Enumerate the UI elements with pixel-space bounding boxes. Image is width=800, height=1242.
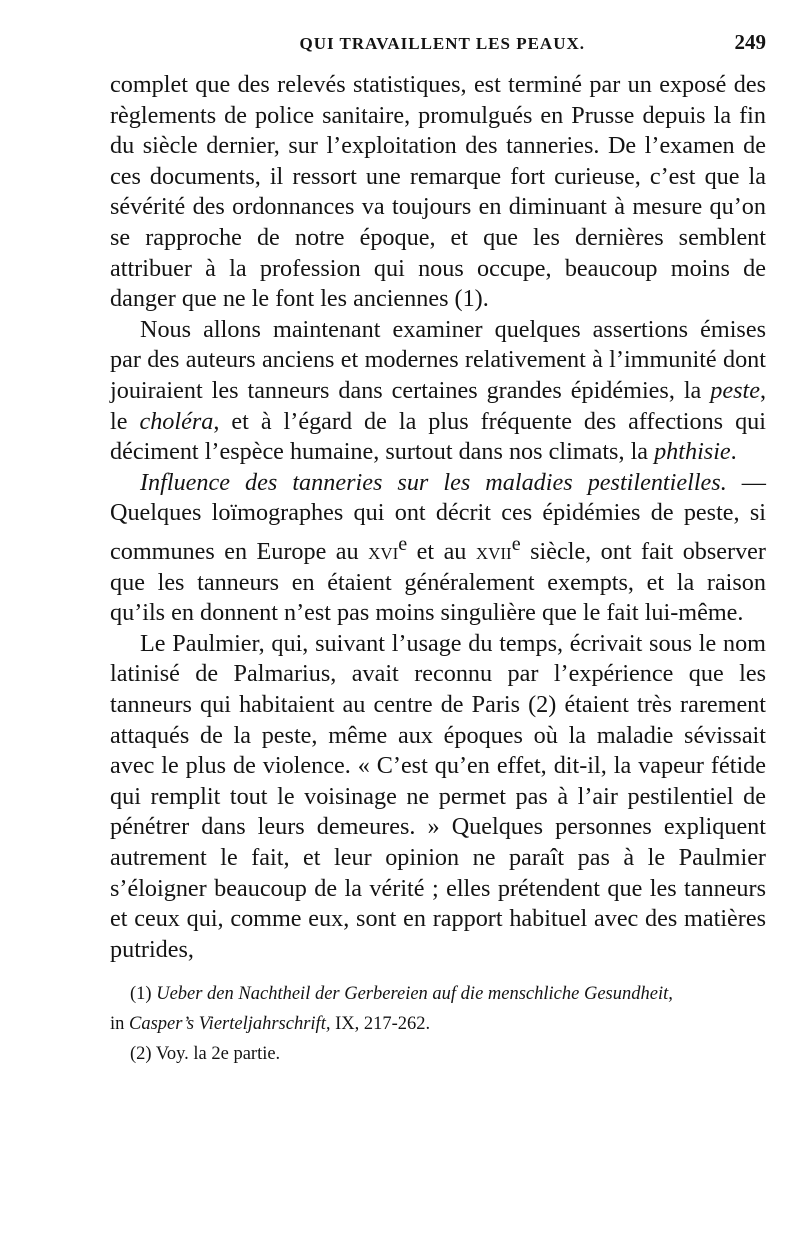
italic-phthisie: phthisie [654,438,731,466]
footnote-number: (1) [130,984,157,1005]
footnote-journal: Casper’s Vierteljahrschrift, [129,1014,331,1035]
text-span: , et à l’égard de la plus fréquente des affections qui déciment l’espèce humaine, surtout dans nos climats, la [110,407,766,466]
text-span: siècle, ont fait observer que les tanneurs en étaient généralement exempts, et la raison qu’ils en donnent n’est pas moins singulière que le fait lui-même. [110,537,766,627]
page-header [110,30,766,70]
footnote-ref: IX, 217-262. [330,1014,431,1035]
text-span: in [110,1014,130,1035]
text-span: Nous allons maintenant examiner quelques assertions émises par des auteurs anciens et modernes relativement à l’immunité dont jouiraient les tanneurs dans certaines grandes épidémies, la [110,315,766,404]
section-heading: Influence des tanneries sur les maladies pestilentielles. [140,468,727,496]
superscript: e [398,532,408,555]
footnote-1-cont [110,1009,766,1039]
footnote-2: (2) Voy. la 2e partie. [130,1044,281,1065]
century-xvii: xvii [475,537,512,565]
footnotes [110,979,766,1069]
italic-cholera: choléra [139,407,214,435]
paragraph-4: Le Paulmier, qui, suivant l’usage du temps, écrivait sous le nom latinisé de Palmarius, avait reconnu par l’expérience que les tanneurs qui habitaient au centre de Paris (2) étaient très rarement attaqués de la peste, même aux époques où la maladie sévissait avec le plus de violence. « C’est qu’en effet, dit-il, la vapeur fétide qui remplit tout le voisinage ne permet pas à l’air pestilentiel de pénétrer dans leurs demeures. » Quelques personnes expliquent autrement le fait, et leur opinion ne paraît pas à le Paulmier s’éloigner beaucoup de la vérité ; elles prétendent que les tanneurs et ceux qui, comme eux, sont en rapport habituel avec des matières putrides, [110,629,766,963]
century-xvi: xvi [368,537,399,565]
page-number: 249 [734,30,766,54]
paragraph-3 [110,468,766,629]
footnote-1 [110,979,766,1009]
text-span: . [730,438,737,466]
italic-peste: peste [710,376,760,404]
text-span: , le [110,376,766,435]
superscript: e [511,532,521,555]
text-span: — Quelques loïmographes qui ont décrit ces épidémies de peste, si communes en Europe au [110,468,766,565]
footnote-title: Ueber den Nachtheil der Gerbereien auf die menschliche Gesundheit, [156,984,673,1005]
text-span: et au [407,537,476,565]
body-text [110,70,766,965]
paragraph-2 [110,315,766,468]
running-head: QUI TRAVAILLENT LES PEAUX. [299,34,585,53]
paragraph-1: complet que des relevés statistiques, est terminé par un exposé des règlements de police sanitaire, promulgués en Prusse depuis la fin du siècle dernier, sur l’exploitation des tanneries. De l’examen de ces documents, il ressort une remarque fort curieuse, c’est que la sévérité des ordonnances va toujours en diminuant à mesure qu’on se rapproche de notre époque, et que les dernières semblent attribuer à la profession qui nous occupe, beaucoup moins de danger que ne le font les anciennes (1). [110,71,766,313]
